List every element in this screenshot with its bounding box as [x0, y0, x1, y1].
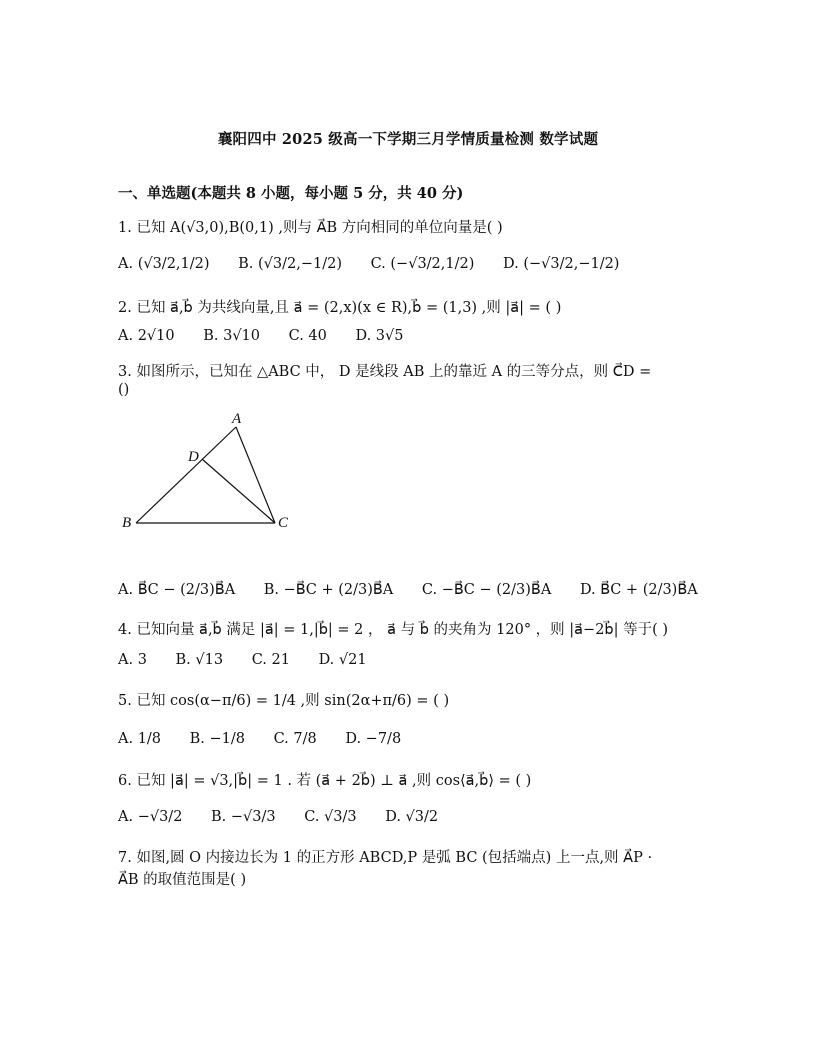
segment-cd	[202, 459, 275, 523]
question-1-stem: 1. 已知 A(√3,0),B(0,1) ,则与 A⃗B 方向相同的单位向量是( )	[118, 220, 503, 236]
option-b: B. −1/8	[189, 731, 245, 747]
exam-title: 襄阳四中 2025 级高一下学期三月学情质量检测 数学试题	[217, 131, 599, 148]
label-d: D	[188, 449, 199, 465]
question-2-options	[118, 328, 428, 344]
question-6-options	[118, 809, 462, 825]
option-a: A. B⃗C − (2/3)B⃗A	[118, 582, 236, 598]
question-4-stem: 4. 已知向量 a⃗,b⃗ 满足 |a⃗| = 1,|b⃗| = 2 ， a⃗ 与 b⃗ 的夹角为 120° ，则 |a⃗−2b⃗| 等于( )	[118, 622, 669, 638]
option-a: A. 1/8	[118, 731, 162, 747]
label-a: A	[232, 411, 242, 427]
option-b: B. √13	[175, 652, 224, 668]
option-d: D. 3√5	[355, 328, 404, 344]
triangle-figure	[118, 405, 318, 535]
option-a: A. −√3/2	[118, 809, 183, 825]
option-c: C. 21	[251, 652, 290, 668]
section-heading: 一、单选题(本题共 8 小题，每小题 5 分，共 40 分)	[118, 185, 464, 202]
option-d: D. √3/2	[385, 809, 439, 825]
option-c: C. √3/3	[304, 809, 357, 825]
option-c: C. −B⃗C − (2/3)B⃗A	[421, 582, 552, 598]
option-b: B. −√3/3	[211, 809, 276, 825]
question-6-stem: 6. 已知 |a⃗| = √3,|b⃗| = 1 . 若 (a⃗ + 2b⃗) ⊥ a⃗ ,则 cos⟨a⃗,b⃗⟩ = ( )	[118, 773, 532, 789]
option-c: C. (−√3/2,1/2)	[370, 256, 475, 272]
question-4-options	[118, 652, 391, 668]
question-2-stem: 2. 已知 a⃗,b⃗ 为共线向量,且 a⃗ = (2,x)(x ∈ R),b⃗ = (1,3) ,则 |a⃗| = ( )	[118, 300, 562, 316]
option-d: D. −7/8	[345, 731, 402, 747]
question-1-options	[118, 256, 643, 272]
option-c: C. 7/8	[273, 731, 317, 747]
question-3-stem: 3. 如图所示，已知在 △ABC 中， D 是线段 AB 上的靠近 A 的三等分点，则 C⃗D =	[118, 364, 652, 380]
option-c: C. 40	[288, 328, 327, 344]
option-a: A. 3	[118, 652, 147, 668]
question-5-stem: 5. 已知 cos(α−π/6) = 1/4 ,则 sin(2α+π/6) = ( )	[118, 693, 450, 709]
side-ac	[236, 427, 275, 523]
question-7-stem: 7. 如图,圆 O 内接边长为 1 的正方形 ABCD,P 是弧 BC (包括端点) 上一点,则 A⃗P ·	[118, 850, 653, 866]
question-3-stem-cont: ()	[118, 382, 130, 398]
option-b: B. (√3/2,−1/2)	[238, 256, 342, 272]
question-7-stem-cont: A⃗B 的取值范围是( )	[118, 872, 247, 888]
option-d: D. (−√3/2,−1/2)	[503, 256, 620, 272]
question-5-options	[118, 731, 425, 747]
option-b: B. −B⃗C + (2/3)B⃗A	[263, 582, 394, 598]
option-d: D. √21	[318, 652, 367, 668]
option-d: D. B⃗C + (2/3)B⃗A	[579, 582, 698, 598]
label-c: C	[278, 515, 289, 531]
label-b: B	[122, 515, 132, 531]
option-a: A. (√3/2,1/2)	[118, 256, 210, 272]
question-3-options	[118, 582, 722, 598]
option-a: A. 2√10	[118, 328, 175, 344]
option-b: B. 3√10	[203, 328, 261, 344]
